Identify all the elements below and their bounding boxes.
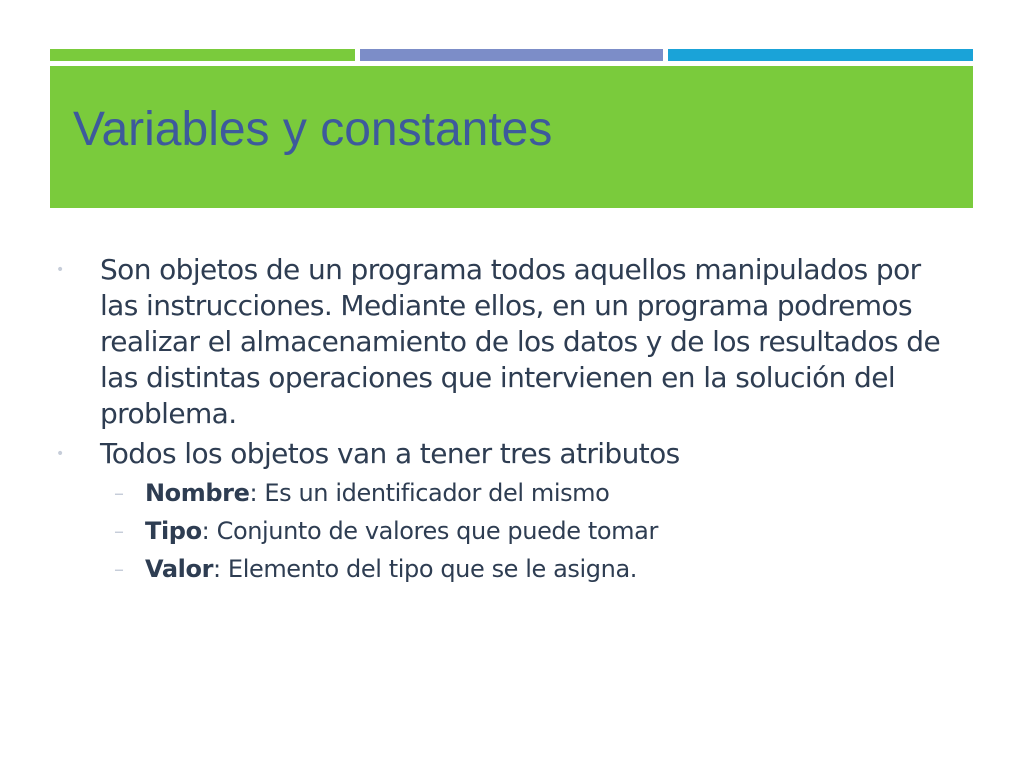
attribute-description: : Conjunto de valores que puede tomar <box>201 517 658 545</box>
attribute-term: Tipo <box>145 517 202 545</box>
accent-bar-lavender <box>360 49 663 61</box>
accent-bar-green <box>50 49 355 61</box>
bullet-item <box>56 436 966 472</box>
attribute-item-tipo <box>56 512 966 550</box>
accent-bar-blue <box>668 49 973 61</box>
attribute-item-nombre <box>56 474 966 512</box>
dash-marker: – <box>114 519 124 543</box>
bullet-text: Todos los objetos van a tener tres atributos <box>100 437 680 470</box>
bullet-marker: • <box>56 262 64 278</box>
bullet-marker: • <box>56 446 64 462</box>
dash-marker: – <box>114 557 124 581</box>
bullet-item <box>56 252 966 432</box>
slide-body <box>56 252 966 588</box>
attribute-term: Nombre <box>145 479 250 507</box>
slide-title: Variables y constantes <box>73 103 553 156</box>
attribute-description: : Es un identificador del mismo <box>249 479 610 507</box>
dash-marker: – <box>114 481 124 505</box>
bullet-text: Son objetos de un programa todos aquellos manipulados por las instrucciones. Mediante ellos, en un programa podremos realizar el almacenamiento de los datos y de los resultados de las distintas operaciones que intervienen en la solución del problema. <box>100 253 941 430</box>
title-band <box>50 66 973 208</box>
attribute-list <box>56 474 966 588</box>
attribute-item-valor <box>56 550 966 588</box>
attribute-description: : Elemento del tipo que se le asigna. <box>213 555 637 583</box>
attribute-term: Valor <box>145 555 214 583</box>
